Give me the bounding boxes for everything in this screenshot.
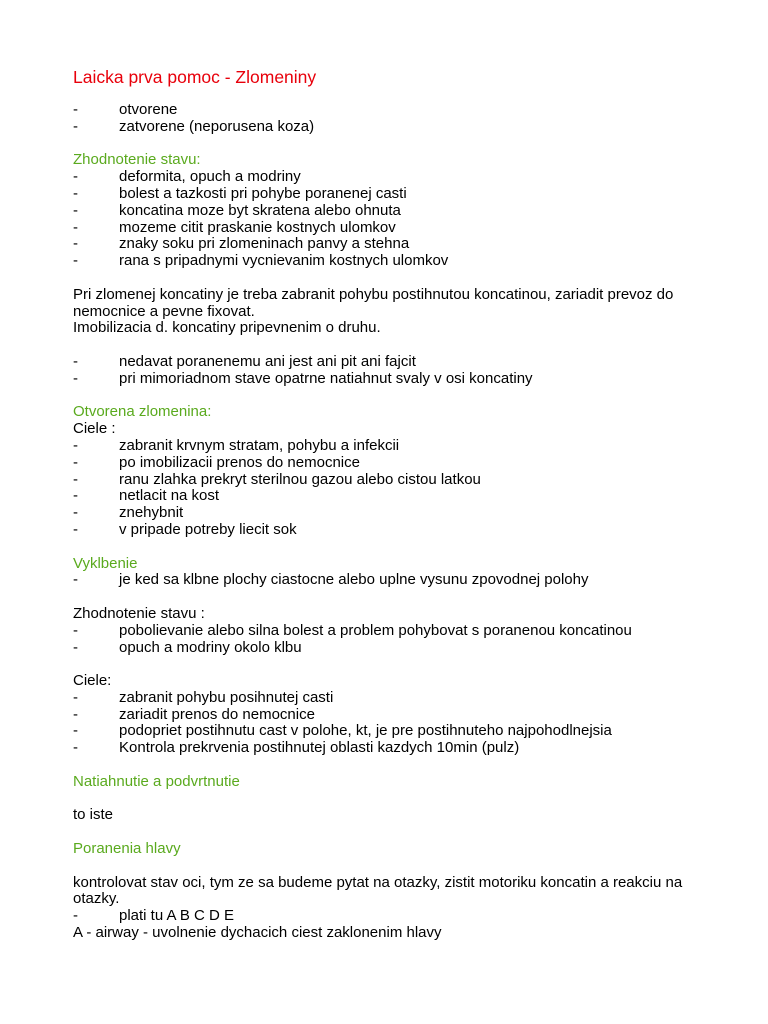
list-item: [73, 522, 713, 539]
list-item-text: opuch a modriny okolo klbu: [119, 638, 302, 656]
list-item: [73, 707, 713, 724]
list-item-text: zabranit pohybu posihnutej casti: [119, 688, 334, 706]
head-injury-list: [73, 908, 713, 925]
list-item-text: netlacit na kost: [119, 487, 220, 505]
head-injury-heading: Poranenia hlavy: [73, 840, 181, 858]
dash-bullet: -: [73, 739, 78, 757]
dash-bullet: -: [73, 504, 78, 522]
list-item: [73, 723, 713, 740]
dash-bullet: -: [73, 201, 78, 219]
list-item-text: plati tu A B C D E: [119, 907, 235, 925]
airway-text: A - airway - uvolnenie dychacich ciest zaklonenim hlavy: [73, 924, 442, 942]
dash-bullet: -: [73, 621, 78, 639]
dislocation-assessment-label: Zhodnotenie stavu :: [73, 604, 205, 622]
assessment-list: [73, 169, 713, 270]
dash-bullet: -: [73, 235, 78, 253]
list-item: [73, 102, 713, 119]
list-item-text: je ked sa klbne plochy ciastocne alebo uplne vysunu zpovodnej polohy: [119, 571, 589, 589]
limb-paragraph: Pri zlomenej koncatiny je treba zabranit pohybu postihnutou koncatinou, zariadit prevoz do nemocnice a pevne fixovat.: [73, 285, 674, 320]
list-item: [73, 438, 713, 455]
dash-bullet: -: [73, 453, 78, 471]
limb-instructions-list: [73, 354, 713, 388]
dash-bullet: -: [73, 705, 78, 723]
list-item-text: koncatina moze byt skratena alebo ohnuta: [119, 201, 401, 219]
sprain-heading: Natiahnutie a podvrtnutie: [73, 772, 240, 790]
limb-immobilization-text: Imobilizacia d. koncatiny pripevnenim o druhu.: [73, 319, 381, 337]
list-item: [73, 203, 713, 220]
dash-bullet: -: [73, 218, 78, 236]
list-item-text: rana s pripadnymi vycnievanim kostnych ulomkov: [119, 252, 449, 270]
list-item-text: zatvorene (neporusena koza): [119, 117, 315, 135]
list-item-text: znehybnit: [119, 504, 184, 522]
assessment-heading: Zhodnotenie stavu:: [73, 151, 201, 169]
list-item: [73, 908, 713, 925]
list-item: [73, 572, 713, 589]
list-item-text: deformita, opuch a modriny: [119, 168, 301, 186]
sprain-text: to iste: [73, 806, 114, 824]
dash-bullet: -: [73, 101, 78, 118]
list-item-text: Kontrola prekrvenia postihnutej oblasti kazdych 10min (pulz): [119, 739, 520, 757]
dislocation-goals-list: [73, 690, 713, 757]
dash-bullet: -: [73, 436, 78, 454]
list-item-text: pri mimoriadnom stave opatrne natiahnut svaly v osi koncatiny: [119, 369, 533, 387]
head-injury-paragraph: kontrolovat stav oci, tym ze sa budeme pytat na otazky, zistit motoriku koncatin a reakciu na otazky.: [73, 873, 683, 908]
list-item: [73, 488, 713, 505]
list-item: [73, 472, 713, 489]
open-fracture-heading: Otvorena zlomenina:: [73, 403, 212, 421]
list-item-text: nedavat poranenemu ani jest ani pit ani fajcit: [119, 352, 416, 370]
list-item: [73, 169, 713, 186]
dash-bullet: -: [73, 487, 78, 505]
dash-bullet: -: [73, 571, 78, 589]
dash-bullet: -: [73, 252, 78, 270]
dash-bullet: -: [73, 117, 78, 135]
list-item: [73, 354, 713, 371]
dash-bullet: -: [73, 184, 78, 202]
dislocation-heading: Vyklbenie: [73, 554, 138, 572]
document-page: [73, 66, 713, 942]
list-item: [73, 253, 713, 270]
open-fracture-goals-label: Ciele :: [73, 420, 116, 438]
document-title: Laicka prva pomoc - Zlomeniny: [73, 67, 317, 87]
list-item: [73, 455, 713, 472]
list-item: [73, 740, 713, 757]
dislocation-definition-list: [73, 572, 713, 589]
list-item-text: znaky soku pri zlomeninach panvy a stehna: [119, 235, 410, 253]
dislocation-assessment-list: [73, 623, 713, 657]
list-item: [73, 690, 713, 707]
list-item-text: otvorene: [119, 101, 178, 118]
dash-bullet: -: [73, 722, 78, 740]
list-item-text: zabranit krvnym stratam, pohybu a infekcii: [119, 436, 400, 454]
list-item: [73, 119, 713, 136]
dash-bullet: -: [73, 470, 78, 488]
list-item-text: pobolievanie alebo silna bolest a problem pohybovat s poranenou koncatinou: [119, 621, 632, 639]
list-item: [73, 640, 713, 657]
list-item: [73, 371, 713, 388]
list-item: [73, 220, 713, 237]
list-item-text: mozeme citit praskanie kostnych ulomkov: [119, 218, 396, 236]
fracture-types-list: [73, 102, 713, 136]
list-item: [73, 505, 713, 522]
dash-bullet: -: [73, 638, 78, 656]
dash-bullet: -: [73, 688, 78, 706]
dash-bullet: -: [73, 907, 78, 925]
list-item-text: ranu zlahka prekryt sterilnou gazou alebo cistou latkou: [119, 470, 481, 488]
list-item: [73, 623, 713, 640]
list-item-text: podopriet postihnutu cast v polohe, kt, je pre postihnuteho najpohodlnejsia: [119, 722, 612, 740]
list-item-text: v pripade potreby liecit sok: [119, 520, 297, 538]
list-item: [73, 236, 713, 253]
list-item-text: bolest a tazkosti pri pohybe poranenej casti: [119, 184, 407, 202]
dash-bullet: -: [73, 352, 78, 370]
dislocation-goals-label: Ciele:: [73, 672, 112, 690]
dash-bullet: -: [73, 369, 78, 387]
dash-bullet: -: [73, 520, 78, 538]
dash-bullet: -: [73, 168, 78, 186]
list-item: [73, 186, 713, 203]
open-fracture-goals-list: [73, 438, 713, 539]
list-item-text: zariadit prenos do nemocnice: [119, 705, 315, 723]
list-item-text: po imobilizacii prenos do nemocnice: [119, 453, 360, 471]
